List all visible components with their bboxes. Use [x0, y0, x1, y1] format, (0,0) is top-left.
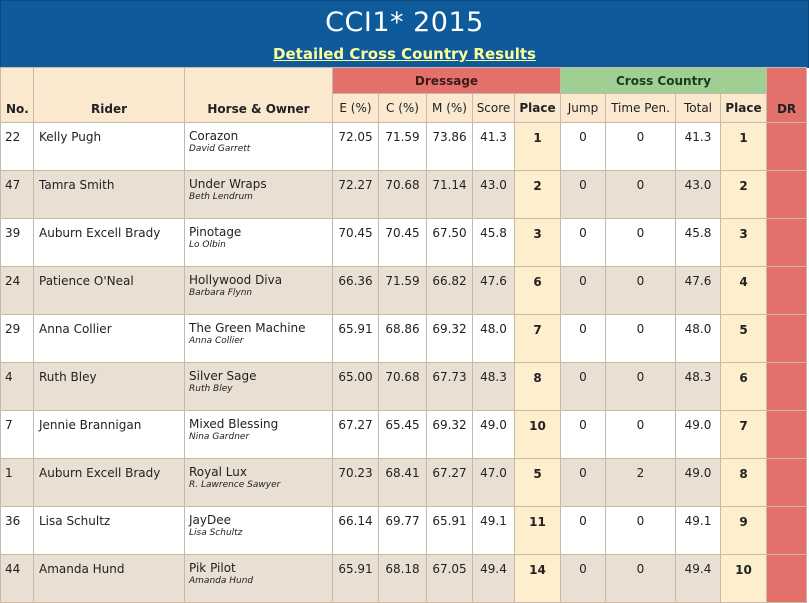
- dressage-m: 67.50: [427, 219, 473, 267]
- col-header-rider: Rider: [34, 68, 185, 123]
- xc-place: 9: [721, 507, 767, 555]
- header-row-groups: [1, 68, 807, 94]
- owner-name: Beth Lendrum: [189, 192, 253, 202]
- xc-place: 6: [721, 363, 767, 411]
- rider-name: Kelly Pugh: [34, 123, 185, 171]
- table-row: [1, 267, 807, 315]
- entry-number: 47: [1, 171, 34, 219]
- horse-name: Pik Pilot: [189, 561, 236, 575]
- xc-jump: 0: [561, 315, 606, 363]
- table-row: [1, 315, 807, 363]
- rider-name: Auburn Excell Brady: [34, 459, 185, 507]
- dressage-e: 65.91: [333, 315, 379, 363]
- col-header-c: C (%): [379, 94, 427, 123]
- dr-cell: [767, 315, 807, 363]
- entry-number: 1: [1, 459, 34, 507]
- dressage-score: 48.0: [473, 315, 515, 363]
- dressage-place: 2: [515, 171, 561, 219]
- col-header-time-pen: Time Pen.: [606, 94, 676, 123]
- dressage-e: 72.27: [333, 171, 379, 219]
- rider-name: Amanda Hund: [34, 555, 185, 603]
- dressage-place: 7: [515, 315, 561, 363]
- dr-cell: [767, 459, 807, 507]
- entry-number: 22: [1, 123, 34, 171]
- col-header-score: Score: [473, 94, 515, 123]
- xc-place: 3: [721, 219, 767, 267]
- xc-total: 49.1: [676, 507, 721, 555]
- horse-owner: [185, 555, 333, 603]
- owner-name: Ruth Bley: [189, 384, 233, 394]
- xc-jump: 0: [561, 411, 606, 459]
- owner-name: R. Lawrence Sawyer: [189, 480, 281, 490]
- horse-owner: [185, 315, 333, 363]
- dressage-c: 70.68: [379, 363, 427, 411]
- entry-number: 39: [1, 219, 34, 267]
- dressage-m: 73.86: [427, 123, 473, 171]
- dressage-c: 69.77: [379, 507, 427, 555]
- dr-cell: [767, 363, 807, 411]
- dr-cell: [767, 507, 807, 555]
- rider-name: Patience O'Neal: [34, 267, 185, 315]
- rider-name: Anna Collier: [34, 315, 185, 363]
- xc-total: 41.3: [676, 123, 721, 171]
- page-title: CCI1* 2015: [325, 7, 484, 38]
- dressage-score: 41.3: [473, 123, 515, 171]
- entry-number: 36: [1, 507, 34, 555]
- horse-owner: [185, 267, 333, 315]
- xc-jump: 0: [561, 267, 606, 315]
- col-header-horse-owner: Horse & Owner: [185, 68, 333, 123]
- dressage-place: 14: [515, 555, 561, 603]
- xc-jump: 0: [561, 555, 606, 603]
- group-header-cross-country: Cross Country: [561, 68, 767, 94]
- xc-time-penalty: 0: [606, 219, 676, 267]
- dressage-c: 68.41: [379, 459, 427, 507]
- xc-place: 4: [721, 267, 767, 315]
- horse-owner: [185, 363, 333, 411]
- dressage-c: 68.86: [379, 315, 427, 363]
- dressage-m: 67.05: [427, 555, 473, 603]
- horse-name: Under Wraps: [189, 177, 267, 191]
- horse-owner: [185, 171, 333, 219]
- xc-time-penalty: 0: [606, 411, 676, 459]
- xc-jump: 0: [561, 507, 606, 555]
- owner-name: Barbara Flynn: [189, 288, 253, 298]
- dressage-c: 71.59: [379, 267, 427, 315]
- dressage-e: 70.23: [333, 459, 379, 507]
- horse-name: The Green Machine: [189, 321, 306, 335]
- table-row: [1, 507, 807, 555]
- horse-name: Royal Lux: [189, 465, 247, 479]
- xc-jump: 0: [561, 123, 606, 171]
- table-row: [1, 219, 807, 267]
- rider-name: Ruth Bley: [34, 363, 185, 411]
- dressage-c: 71.59: [379, 123, 427, 171]
- dressage-score: 47.0: [473, 459, 515, 507]
- col-header-e: E (%): [333, 94, 379, 123]
- owner-name: Anna Collier: [189, 336, 244, 346]
- xc-place: 7: [721, 411, 767, 459]
- dressage-score: 49.0: [473, 411, 515, 459]
- dressage-e: 65.91: [333, 555, 379, 603]
- dressage-c: 70.45: [379, 219, 427, 267]
- table-row: [1, 411, 807, 459]
- horse-owner: [185, 219, 333, 267]
- dressage-m: 69.32: [427, 411, 473, 459]
- dressage-score: 43.0: [473, 171, 515, 219]
- dressage-c: 65.45: [379, 411, 427, 459]
- xc-time-penalty: 0: [606, 363, 676, 411]
- xc-time-penalty: 0: [606, 507, 676, 555]
- horse-name: Corazon: [189, 129, 239, 143]
- owner-name: Lo Olbin: [189, 240, 226, 250]
- xc-jump: 0: [561, 171, 606, 219]
- dressage-m: 66.82: [427, 267, 473, 315]
- xc-total: 49.0: [676, 411, 721, 459]
- rider-name: Auburn Excell Brady: [34, 219, 185, 267]
- dressage-e: 66.14: [333, 507, 379, 555]
- page-subtitle[interactable]: Detailed Cross Country Results: [273, 45, 536, 63]
- horse-owner: [185, 507, 333, 555]
- xc-jump: 0: [561, 219, 606, 267]
- dressage-m: 69.32: [427, 315, 473, 363]
- horse-name: Pinotage: [189, 225, 242, 239]
- xc-time-penalty: 0: [606, 315, 676, 363]
- owner-name: David Garrett: [189, 144, 251, 154]
- owner-name: Nina Gardner: [189, 432, 250, 442]
- horse-owner: [185, 459, 333, 507]
- table-row: [1, 459, 807, 507]
- dr-cell: [767, 219, 807, 267]
- dressage-e: 67.27: [333, 411, 379, 459]
- xc-total: 49.4: [676, 555, 721, 603]
- xc-total: 48.3: [676, 363, 721, 411]
- entry-number: 7: [1, 411, 34, 459]
- dressage-place: 5: [515, 459, 561, 507]
- xc-place: 1: [721, 123, 767, 171]
- group-header-dressage: Dressage: [333, 68, 561, 94]
- dressage-e: 70.45: [333, 219, 379, 267]
- xc-place: 10: [721, 555, 767, 603]
- table-row: [1, 123, 807, 171]
- xc-total: 45.8: [676, 219, 721, 267]
- xc-time-penalty: 0: [606, 171, 676, 219]
- dressage-m: 67.27: [427, 459, 473, 507]
- title-banner: [0, 0, 809, 68]
- dressage-c: 70.68: [379, 171, 427, 219]
- xc-place: 8: [721, 459, 767, 507]
- dressage-place: 8: [515, 363, 561, 411]
- horse-owner: [185, 123, 333, 171]
- xc-time-penalty: 0: [606, 555, 676, 603]
- col-header-no: No.: [1, 68, 34, 123]
- table-row: [1, 171, 807, 219]
- entry-number: 29: [1, 315, 34, 363]
- entry-number: 44: [1, 555, 34, 603]
- dressage-m: 71.14: [427, 171, 473, 219]
- col-header-dressage-place: Place: [515, 94, 561, 123]
- xc-total: 48.0: [676, 315, 721, 363]
- dressage-place: 6: [515, 267, 561, 315]
- col-header-dr: DR: [767, 68, 807, 123]
- dr-cell: [767, 267, 807, 315]
- xc-time-penalty: 2: [606, 459, 676, 507]
- xc-time-penalty: 0: [606, 267, 676, 315]
- xc-time-penalty: 0: [606, 123, 676, 171]
- xc-total: 49.0: [676, 459, 721, 507]
- results-body: [1, 123, 807, 603]
- horse-name: Silver Sage: [189, 369, 257, 383]
- dressage-e: 65.00: [333, 363, 379, 411]
- horse-name: Mixed Blessing: [189, 417, 279, 431]
- dr-cell: [767, 123, 807, 171]
- xc-place: 5: [721, 315, 767, 363]
- results-table: [0, 67, 807, 603]
- entry-number: 4: [1, 363, 34, 411]
- rider-name: Lisa Schultz: [34, 507, 185, 555]
- xc-total: 43.0: [676, 171, 721, 219]
- dressage-place: 10: [515, 411, 561, 459]
- horse-name: Hollywood Diva: [189, 273, 283, 287]
- xc-jump: 0: [561, 459, 606, 507]
- horse-name: JayDee: [189, 513, 231, 527]
- dressage-score: 49.1: [473, 507, 515, 555]
- dr-cell: [767, 555, 807, 603]
- dr-cell: [767, 411, 807, 459]
- dressage-e: 66.36: [333, 267, 379, 315]
- xc-jump: 0: [561, 363, 606, 411]
- dressage-score: 45.8: [473, 219, 515, 267]
- dressage-place: 11: [515, 507, 561, 555]
- dressage-score: 47.6: [473, 267, 515, 315]
- dressage-e: 72.05: [333, 123, 379, 171]
- xc-place: 2: [721, 171, 767, 219]
- horse-owner: [185, 411, 333, 459]
- owner-name: Amanda Hund: [189, 576, 254, 586]
- rider-name: Tamra Smith: [34, 171, 185, 219]
- entry-number: 24: [1, 267, 34, 315]
- dr-cell: [767, 171, 807, 219]
- dressage-place: 3: [515, 219, 561, 267]
- table-row: [1, 555, 807, 603]
- dressage-m: 67.73: [427, 363, 473, 411]
- dressage-score: 49.4: [473, 555, 515, 603]
- dressage-m: 65.91: [427, 507, 473, 555]
- col-header-jump: Jump: [561, 94, 606, 123]
- dressage-c: 68.18: [379, 555, 427, 603]
- col-header-xc-place: Place: [721, 94, 767, 123]
- dressage-score: 48.3: [473, 363, 515, 411]
- owner-name: Lisa Schultz: [189, 528, 243, 538]
- table-row: [1, 363, 807, 411]
- xc-total: 47.6: [676, 267, 721, 315]
- rider-name: Jennie Brannigan: [34, 411, 185, 459]
- dressage-place: 1: [515, 123, 561, 171]
- col-header-total: Total: [676, 94, 721, 123]
- col-header-m: M (%): [427, 94, 473, 123]
